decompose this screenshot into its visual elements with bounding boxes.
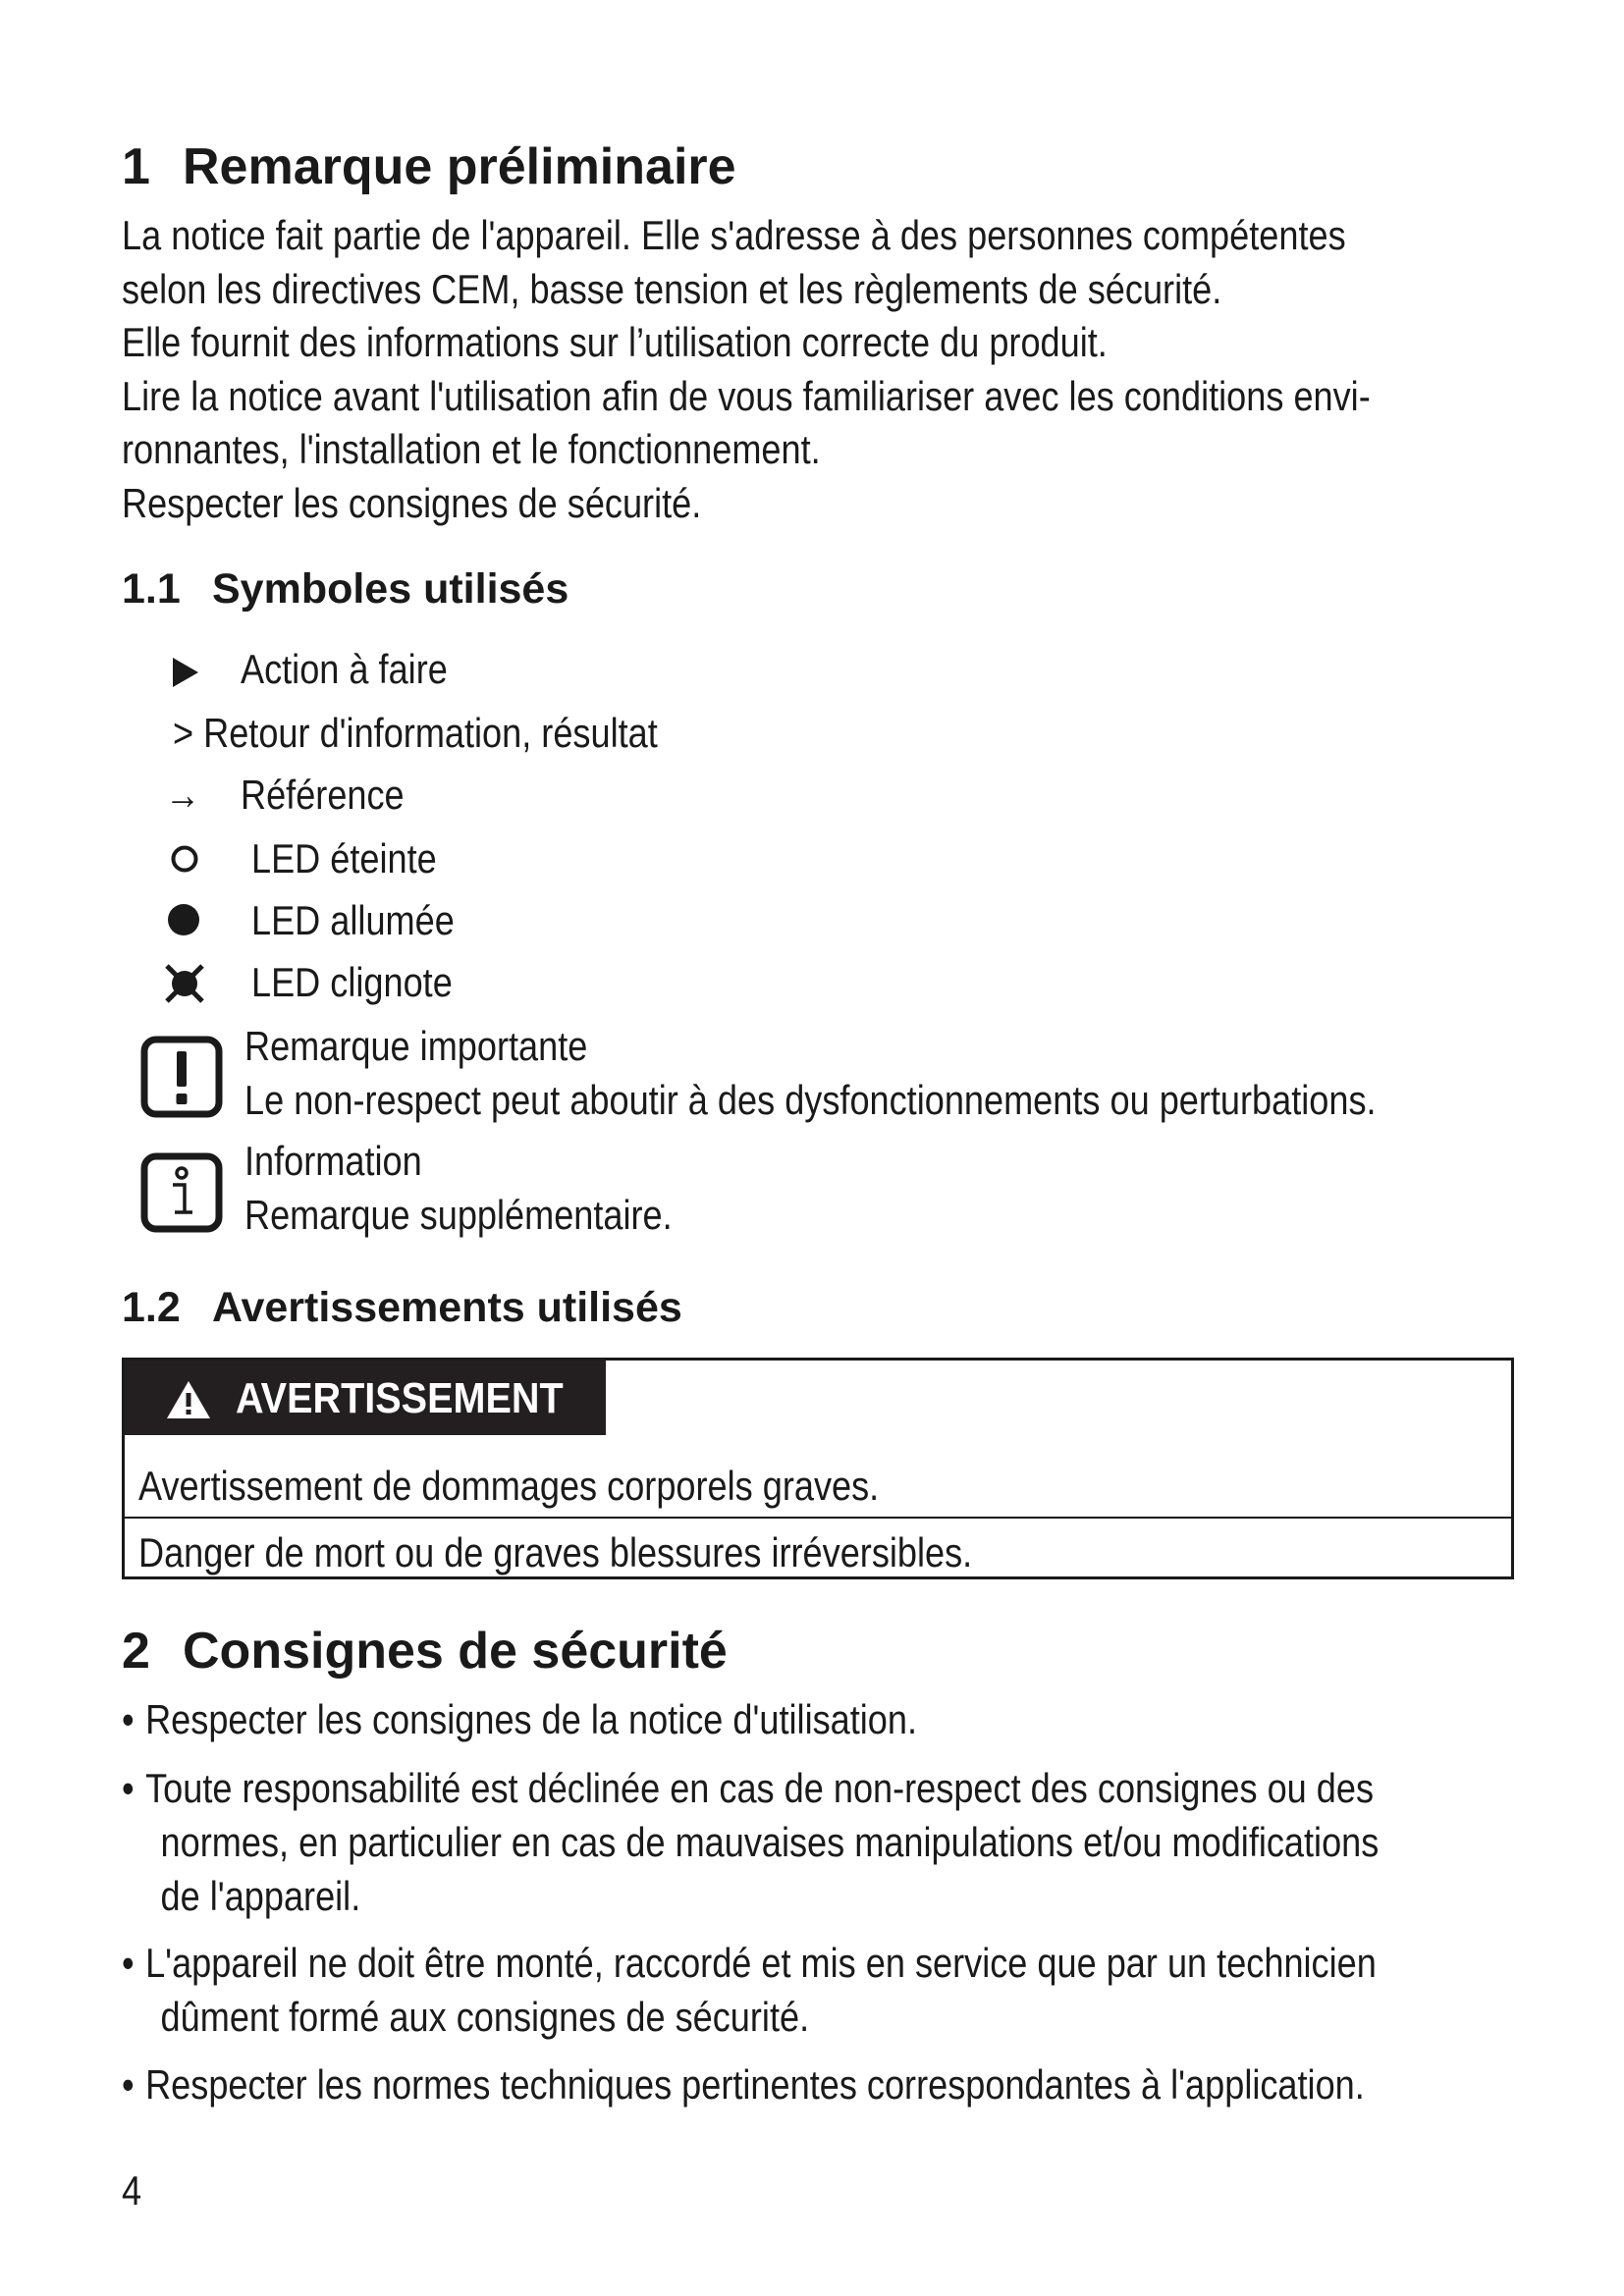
important-note-title: Remarque importante (244, 1023, 588, 1069)
list-item-text: de l'appareil. (160, 1873, 361, 1919)
section-1-1-title: Symboles utilisés (212, 565, 569, 613)
bullet-dot: • (122, 1696, 135, 1742)
important-note-text: Le non-respect peut aboutir à des dysfonctionnements ou perturbations. (244, 1077, 1377, 1123)
led-flashing-icon (163, 962, 206, 1005)
symbol-action-label: Action à faire (241, 646, 448, 692)
information-text: Remarque supplémentaire. (244, 1192, 673, 1238)
paragraph-line: Elle fournit des informations sur l’utilisation correcte du produit. (122, 319, 1108, 365)
list-item-text: Respecter les normes techniques pertinentes correspondantes à l'application. (145, 2061, 1365, 2108)
section-1-paragraph (122, 209, 1371, 530)
list-item-text: dûment formé aux consignes de sécurité. (160, 1994, 810, 2040)
action-arrow-icon (171, 656, 200, 689)
symbol-led-on-label: LED allumée (251, 897, 455, 943)
section-2-heading (122, 1622, 728, 1681)
bullet-dot: • (122, 1940, 135, 1986)
list-item-text: Respecter les consignes de la notice d'utilisation. (145, 1696, 918, 1742)
important-note-icon (139, 1035, 224, 1119)
section-1-2-number: 1.2 (122, 1284, 181, 1331)
warning-line-1: Avertissement de dommages corporels graves. (138, 1463, 880, 1509)
led-on-icon (167, 903, 200, 936)
list-item-text: Toute responsabilité est déclinée en cas de non-respect des consignes ou des (145, 1765, 1375, 1811)
warning-triangle-icon (166, 1380, 211, 1424)
bullet-dot: • (122, 2061, 135, 2108)
paragraph-line: La notice fait partie de l'appareil. Elle s'adresse à des personnes compétentes (122, 212, 1346, 258)
warning-header (125, 1361, 606, 1435)
led-off-icon (169, 843, 200, 875)
information-icon (139, 1151, 224, 1234)
information-title: Information (244, 1138, 422, 1184)
paragraph-line: selon les directives CEM, basse tension et les règlements de sécurité. (122, 265, 1222, 312)
paragraph-line: Lire la notice avant l'utilisation afin de vous familiariser avec les conditions envi- (122, 372, 1371, 419)
section-1-1-number: 1.1 (122, 565, 181, 613)
warning-label: AVERTISSEMENT (236, 1374, 564, 1422)
page-number: 4 (122, 2167, 142, 2214)
section-2-title: Consignes de sécurité (183, 1623, 728, 1680)
warning-divider (125, 1517, 1511, 1519)
reference-arrow-icon: → (165, 772, 201, 818)
section-1-number: 1 (122, 138, 150, 195)
section-2-number: 2 (122, 1623, 150, 1680)
symbol-feedback-label: > Retour d'information, résultat (173, 710, 658, 756)
symbol-led-off-label: LED éteinte (251, 835, 437, 881)
list-item-text: L'appareil ne doit être monté, raccordé et mis en service que par un technicien (145, 1940, 1377, 1986)
bullet-dot: • (122, 1765, 135, 1811)
paragraph-line: Respecter les consignes de sécurité. (122, 479, 702, 526)
section-1-heading (122, 137, 736, 196)
section-1-2-heading (122, 1283, 682, 1332)
section-1-2-title: Avertissements utilisés (212, 1284, 682, 1331)
section-1-title: Remarque préliminaire (183, 138, 736, 195)
paragraph-line: ronnantes, l'installation et le fonctionnement. (122, 426, 821, 472)
symbol-reference-label: Référence (241, 772, 405, 818)
symbol-led-flash-label: LED clignote (251, 959, 453, 1005)
list-item-text: normes, en particulier en cas de mauvaises manipulations et/ou modifications (160, 1819, 1380, 1865)
warning-box (122, 1358, 1514, 1579)
warning-line-2: Danger de mort ou de graves blessures irréversibles. (138, 1529, 973, 1575)
section-1-1-heading (122, 564, 568, 614)
